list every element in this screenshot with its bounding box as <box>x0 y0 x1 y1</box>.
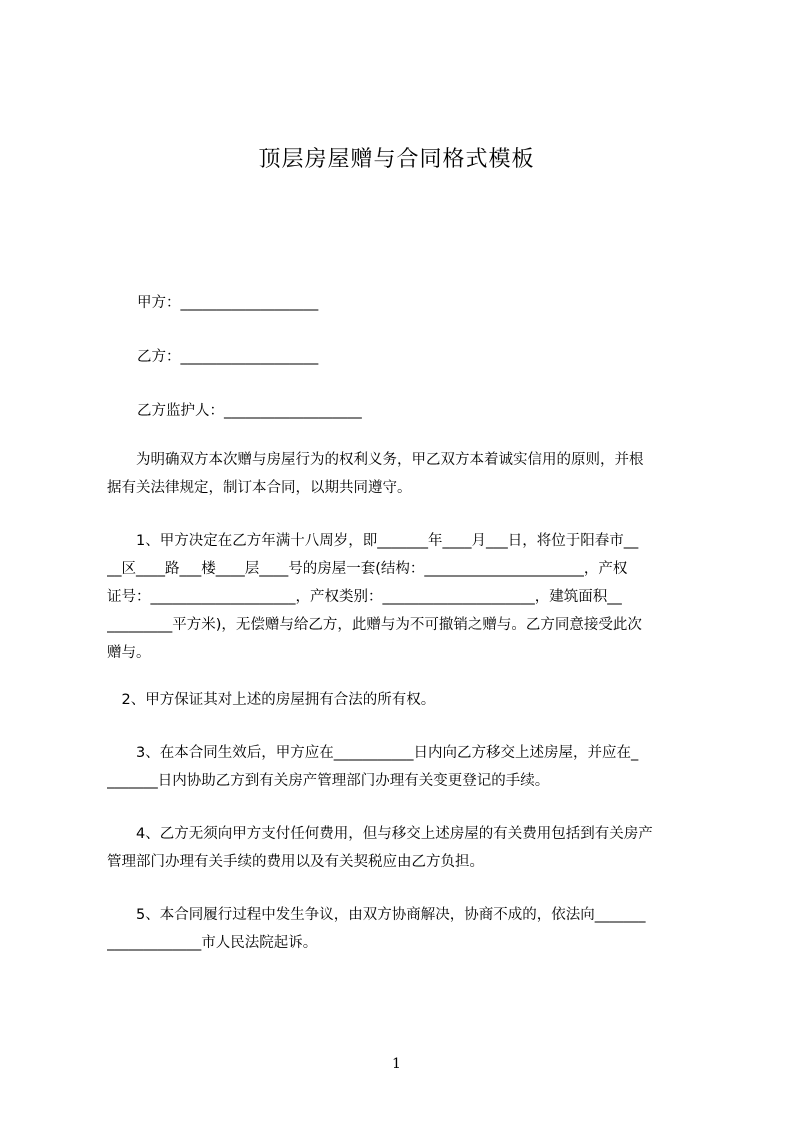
clause-3-line: 3、在本合同生效后，甲方应在___________日内向乙方移交上述房屋，并应在_ <box>107 745 639 761</box>
guardian-field <box>137 399 362 420</box>
clause-4-line: 4、乙方无须向甲方支付任何费用，但与移交上述房屋的有关费用包括到有关房产 <box>107 826 653 842</box>
clause-3-line: _______日内协助乙方到有关房产管理部门办理有关变更登记的手续。 <box>107 773 550 789</box>
party-a-blank: ___________________ <box>180 295 319 311</box>
intro-line: 为明确双方本次赠与房屋行为的权利义务，甲乙双方本着诚实信用的原则，并根 <box>107 452 644 468</box>
document-title: 顶层房屋赠与合同格式模板 <box>258 147 535 172</box>
party-a-field <box>137 291 318 312</box>
clause-5-paragraph <box>107 901 709 957</box>
party-b-field <box>137 345 318 366</box>
clause-1-line: 证号：____________________，产权类别：_____________________，建筑面积__ <box>107 589 622 605</box>
clause-5-line: 5、本合同履行过程中发生争议，由双方协商解决，协商不成的，依法向_______ <box>107 907 646 923</box>
clause-1-line: 赠与。 <box>107 645 151 661</box>
clause-1-line: 1、甲方决定在乙方年满十八周岁，即_______年____月___日，将位于阳春市__ <box>107 533 639 549</box>
clause-5-line: _____________市人民法院起诉。 <box>107 935 318 951</box>
page-number: 1 <box>392 1056 401 1072</box>
party-b-blank: ___________________ <box>180 349 319 365</box>
clause-1-line: __区____路___楼____层____号的房屋一套(结构：______________________，产权 <box>107 561 628 577</box>
guardian-blank: ___________________ <box>224 403 362 419</box>
clause-2-paragraph <box>107 686 709 714</box>
clause-4-line: 管理部门办理有关手续的费用以及有关契税应由乙方负担。 <box>107 854 484 870</box>
clause-1-line: _________平方米)，无偿赠与给乙方，此赠与为不可撤销之赠与。乙方同意接受此次 <box>107 617 642 633</box>
clause-2-line: 2、甲方保证其对上述的房屋拥有合法的所有权。 <box>107 692 436 708</box>
clause-4-paragraph <box>107 820 709 876</box>
clause-3-paragraph <box>107 739 709 795</box>
intro-line: 据有关法律规定，制订本合同，以期共同遵守。 <box>107 480 412 496</box>
guardian-label: 乙方监护人： <box>137 403 224 419</box>
intro-paragraph <box>107 446 709 502</box>
party-b-label: 乙方： <box>137 349 181 365</box>
clause-1-paragraph <box>107 527 709 667</box>
party-a-label: 甲方： <box>137 295 181 311</box>
